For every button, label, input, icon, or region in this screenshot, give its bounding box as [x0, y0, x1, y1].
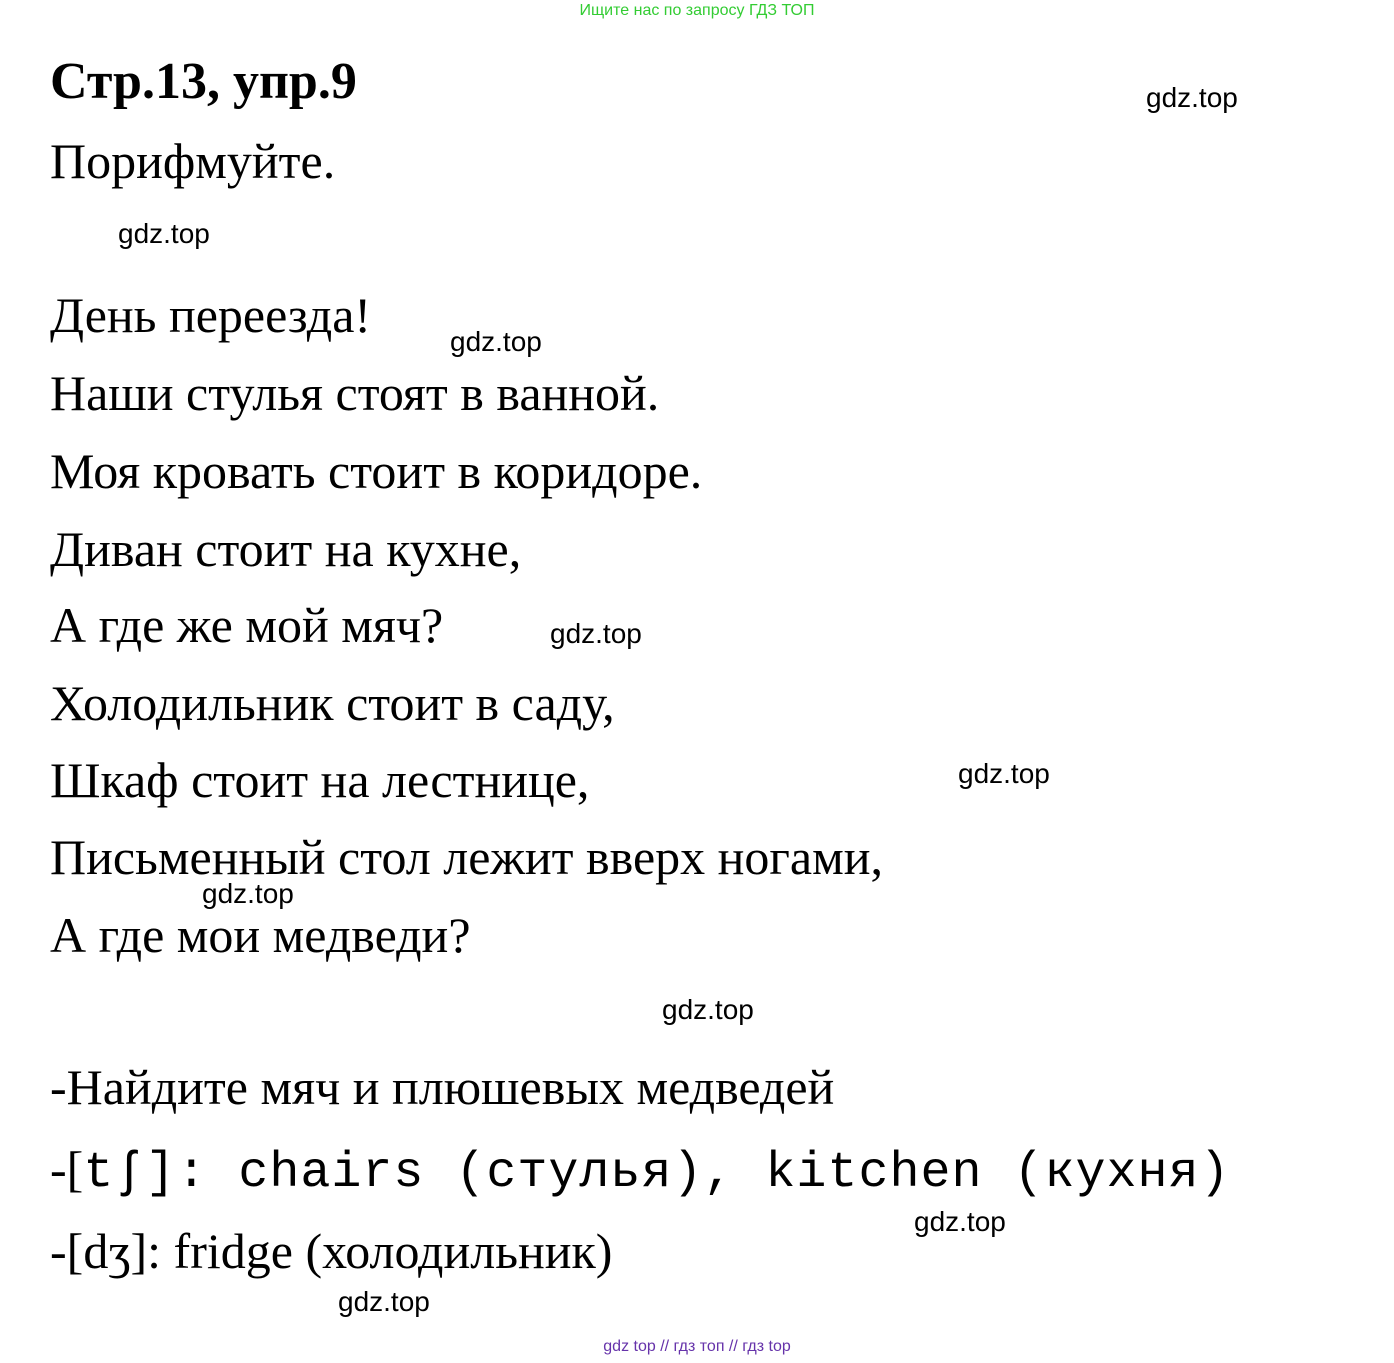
watermark: gdz.top: [550, 618, 642, 649]
phonetics-tsh: [50, 1140, 1231, 1202]
phonetics-tsh-examples: ]: chairs (стулья), kitchen (кухня): [145, 1145, 1231, 1202]
phonetics-dzh-examples: ]: fridge (холодильник): [130, 1223, 613, 1279]
watermark: gdz.top: [338, 1286, 430, 1317]
poem-line-7: Шкаф стоит на лестнице,: [50, 752, 590, 808]
footer-text: gdz top // гдз топ // гдз top: [603, 1338, 791, 1355]
watermark: gdz.top: [1146, 82, 1238, 113]
watermark: gdz.top: [118, 218, 210, 249]
watermark: gdz.top: [914, 1206, 1006, 1237]
phonetics-dzh: [50, 1222, 612, 1280]
poem-line-9: А где мои медведи?: [50, 907, 471, 963]
watermark: gdz.top: [450, 326, 542, 357]
phonetics-tsh-symbol: tʃ: [83, 1145, 146, 1202]
poem-line-4: Диван стоит на кухне,: [50, 521, 522, 577]
top-banner: Ищите нас по запросу ГДЗ ТОП: [579, 2, 815, 19]
poem-line-3: Моя кровать стоит в коридоре.: [50, 443, 703, 499]
watermark: gdz.top: [662, 994, 754, 1025]
watermark: gdz.top: [958, 758, 1050, 789]
poem-line-6: Холодильник стоит в саду,: [50, 675, 615, 731]
poem-line-5: А где же мой мяч?: [50, 597, 444, 653]
task-text: -Найдите мяч и плюшевых медведей: [50, 1059, 835, 1115]
phonetics-tsh-prefix: -[: [50, 1141, 84, 1197]
poem-line-8: Письменный стол лежит вверх ногами,: [50, 829, 884, 885]
instruction-text: Порифмуйте.: [50, 133, 336, 189]
phonetics-dzh-symbol: dʒ: [83, 1223, 131, 1279]
poem-line-1: День переезда!: [50, 287, 372, 343]
page-title: Стр.13, упр.9: [50, 53, 357, 110]
phonetics-dzh-prefix: -[: [50, 1223, 84, 1279]
watermark: gdz.top: [202, 878, 294, 909]
poem-line-2: Наши стулья стоят в ванной.: [50, 365, 660, 421]
